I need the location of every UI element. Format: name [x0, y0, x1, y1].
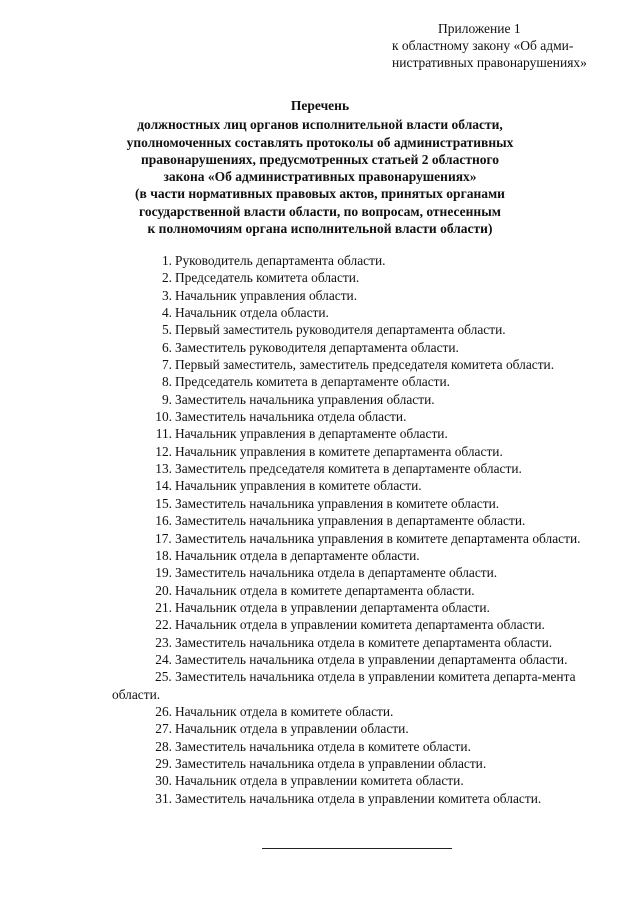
list-item-text: Заместитель начальника отдела в комитете области.: [175, 738, 471, 754]
list-item-text: Начальник отдела в управлении комитета департамента области.: [175, 617, 545, 633]
list-item-text: Заместитель начальника управления в комитете департамента области.: [175, 530, 581, 546]
list-item-number: 17.: [155, 530, 172, 546]
list-item-number: 24.: [155, 651, 172, 667]
list-item-number: 21.: [155, 599, 172, 615]
list-item-text: Заместитель начальника отдела области.: [175, 409, 407, 425]
list-item-number: 28.: [155, 738, 172, 754]
list-item-number: 6.: [161, 339, 172, 355]
list-item-number: 25.: [155, 669, 172, 685]
list-item-number: 18.: [155, 547, 172, 563]
list-item: [0, 356, 640, 373]
list-item-number: 14.: [155, 478, 172, 494]
list-item-text: Заместитель начальника отдела в управлении департамента области.: [175, 651, 568, 667]
appendix-header: [392, 20, 622, 71]
list-item: [0, 443, 640, 460]
list-item: [0, 703, 640, 720]
list-item: [0, 495, 640, 512]
list-item: [0, 287, 640, 304]
list-item-text: Заместитель начальника отдела в управлении области.: [175, 755, 487, 771]
list-item: [0, 339, 640, 356]
list-item: [0, 408, 640, 425]
list-item-number: 4.: [161, 305, 172, 321]
list-item-number: 31.: [155, 790, 172, 806]
officials-list: [0, 252, 640, 807]
list-item-number: 20.: [155, 582, 172, 598]
heading-line: должностных лиц органов исполнительной власти области,: [137, 117, 503, 133]
appendix-number: Приложение 1: [438, 21, 521, 36]
list-item: [0, 634, 640, 651]
list-item: [0, 582, 640, 599]
heading-line: к полномочиям органа исполнительной власти области): [147, 221, 493, 237]
list-item: [0, 304, 640, 321]
list-item: [0, 269, 640, 286]
list-item-text: Начальник управления в комитете департамента области.: [175, 443, 503, 459]
list-item-number: 16.: [155, 513, 172, 529]
list-item-number: 11.: [155, 426, 172, 442]
list-item-number: 19.: [155, 565, 172, 581]
list-item: [0, 651, 640, 668]
list-item-text: Начальник отдела области.: [175, 305, 329, 321]
list-item: [0, 512, 640, 529]
list-item-text: Начальник управления в комитете области.: [175, 478, 422, 494]
list-item-text: Заместитель начальника отдела в управлении комитета департа-мента области.: [112, 669, 576, 702]
list-item-text: Председатель комитета в департаменте области.: [175, 374, 451, 390]
list-item-text: Начальник отдела в комитете департамента области.: [175, 582, 475, 598]
list-item-text: Начальник управления в департаменте области.: [175, 426, 448, 442]
list-item-text: Руководитель департамента области.: [175, 253, 386, 268]
list-item-number: 2.: [161, 270, 172, 286]
list-item-number: 26.: [155, 703, 172, 719]
list-item-text: Заместитель начальника управления в комитете области.: [175, 495, 500, 511]
list-item-number: 5.: [161, 322, 172, 338]
list-item-number: 13.: [155, 461, 172, 477]
heading-line: правонарушениях, предусмотренных статьей 2 областного: [140, 151, 500, 167]
list-item-text: Заместитель начальника отдела в комитете департамента области.: [175, 634, 553, 650]
list-item-number: 23.: [155, 634, 172, 650]
list-item-number: 27.: [155, 721, 172, 737]
list-item-text: Начальник отдела в департаменте области.: [175, 547, 420, 563]
list-item-number: 30.: [155, 773, 172, 789]
list-item: [0, 460, 640, 477]
list-item: [0, 252, 640, 269]
list-item: [0, 755, 640, 772]
list-item-text: Заместитель начальника отдела в департаменте области.: [175, 565, 498, 581]
list-item-number: 1.: [161, 253, 172, 268]
list-item-text: Начальник отдела в управлении области.: [175, 721, 409, 737]
list-item: [0, 564, 640, 581]
list-item-text: Первый заместитель, заместитель председателя комитета области.: [175, 357, 555, 373]
heading-line: государственной власти области, по вопросам, отнесенным: [139, 203, 501, 219]
list-item-text: Начальник отдела в комитете области.: [175, 703, 394, 719]
list-item-text: Первый заместитель руководителя департамента области.: [175, 322, 506, 338]
appendix-reference-line-1: к областному закону «Об адми-: [392, 38, 574, 53]
list-item: [0, 720, 640, 737]
list-item: [0, 772, 640, 789]
list-item-text: Заместитель руководителя департамента области.: [175, 339, 459, 355]
list-item-number: 9.: [161, 391, 172, 407]
list-item-text: Начальник управления области.: [175, 287, 358, 303]
list-item-text: Заместитель начальника управления в департаменте области.: [175, 513, 526, 529]
heading-line: уполномоченных составлять протоколы об административных: [126, 134, 514, 150]
list-item-text: Начальник отдела в управлении комитета области.: [175, 773, 464, 789]
list-item-number: 7.: [161, 357, 172, 373]
list-item-number: 3.: [161, 287, 172, 303]
list-item-number: 12.: [155, 443, 172, 459]
list-item-number: 22.: [155, 617, 172, 633]
list-item-number: 15.: [155, 495, 172, 511]
list-item: [0, 599, 640, 616]
list-item: [0, 668, 640, 703]
list-item: [0, 321, 640, 338]
list-item: [0, 616, 640, 633]
heading-line: закона «Об административных правонарушениях»: [163, 169, 477, 185]
list-item: [0, 790, 640, 807]
list-item: [0, 425, 640, 442]
list-item-number: 10.: [155, 409, 172, 425]
list-item: [0, 391, 640, 408]
list-item: [0, 477, 640, 494]
list-item: [0, 547, 640, 564]
heading-line: (в части нормативных правовых актов, принятых органами: [135, 186, 505, 202]
list-item: [0, 373, 640, 390]
list-item-number: 29.: [155, 755, 172, 771]
list-item-text: Заместитель начальника отдела в управлении комитета области.: [175, 790, 542, 806]
document-heading: [100, 97, 540, 237]
list-item-text: Начальник отдела в управлении департамента области.: [175, 599, 490, 615]
list-item: [0, 738, 640, 755]
list-item-number: 8.: [161, 374, 172, 390]
list-item-text: Заместитель начальника управления области.: [175, 391, 435, 407]
document-title: Перечень: [290, 98, 350, 113]
list-item-text: Председатель комитета области.: [175, 270, 360, 286]
list-item: [0, 530, 640, 547]
list-item-text: Заместитель председателя комитета в департаменте области.: [175, 461, 522, 477]
appendix-reference-line-2: нистративных правонарушениях»: [392, 55, 587, 70]
closing-rule: [262, 848, 452, 849]
